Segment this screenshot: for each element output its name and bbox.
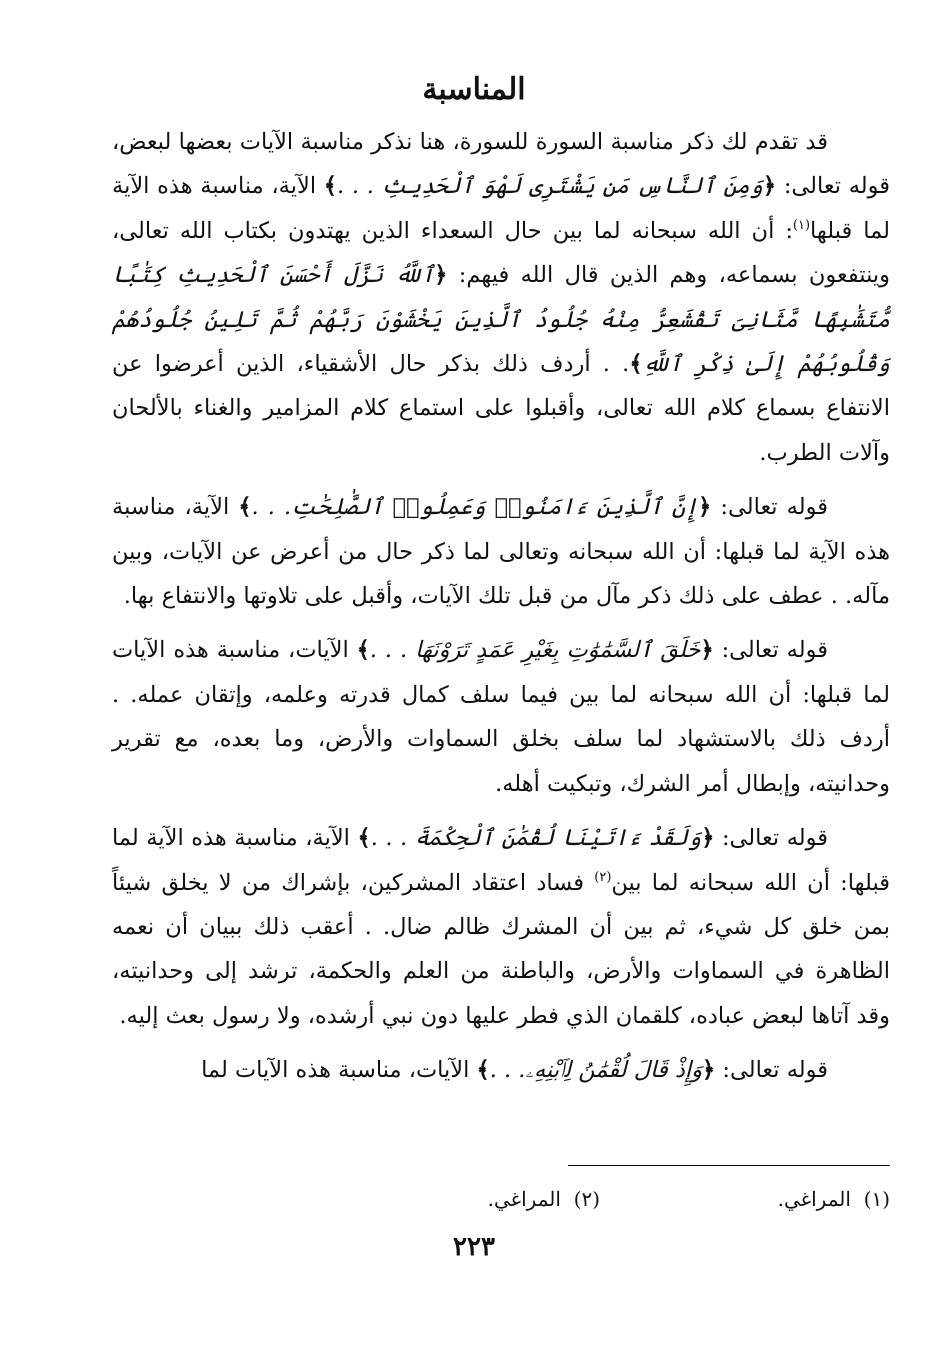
quran-close-bracket: ﴾ [629,351,643,378]
quran-open-bracket: ﴿ [434,262,448,289]
text-segment: قوله تعالى: [715,1057,828,1084]
footnote-number: (٢) [573,1187,600,1211]
quran-verse: ٱللَّهُ نَزَّلَ أَحْسَنَ ٱلْحَدِيثِ كِتَٰبًا مُّتَشَٰبِهًا مَّثَانِىَ تَقْشَعِرُّ مِنْهُ جُلُودُ ٱلَّذِينَ يَخْشَوْنَ رَبَّهُمْ ثُمَّ تَلِينُ جُلُودُهُمْ وَقُلُوبُهُمْ إِلَىٰ ذِكْرِ ٱللَّهِ [112,262,890,378]
section-heading: المناسبة [422,72,526,107]
quran-verse: وَإِذْ قَالَ لُقْمَٰنُ لِٱبْنِهِۦ. . . [489,1057,703,1084]
text-segment: الآية، مناسبة هذه الآية لما قبلها: أن الله سبحانه وتعالى لما ذكر حال من أعرض عن الآيات، وبين مآله. . عطف على ذلك ذكر مآل من قبل تلك الآيات، وأقبل على تلاوتها والانتفاع بها. [112,494,890,610]
quran-close-bracket: ﴾ [357,825,371,852]
text-segment: قوله تعالى: [711,494,828,521]
text-segment: : أن الله سبحانه لما بين حال السعداء الذين يهتدون بكتاب الله تعالى، وينتفعون بسماعه، وهم الذين قال الله فيهم: [112,217,890,289]
quran-verse: إِنَّ ٱلَّذِينَ ءَامَنُوا۟ وَعَمِلُوا۟ ٱلصَّٰلِحَٰتِ. . . [251,494,699,521]
text-segment: قوله تعالى: [714,825,828,852]
footnote-number: (١) [863,1187,890,1211]
footnote-ref-1[interactable]: (١) [792,217,811,233]
quran-close-bracket: ﴾ [356,637,370,664]
paragraph-3 [112,628,890,806]
text-segment: الآيات، مناسبة هذه الآيات لما قبلها: أن الله سبحانه لما بين فيما سلف كمال قدرته وعلمه، وإتقان عمله. . أردف ذلك بالاستشهاد لما سلف بخلق السماوات والأرض، وما بعده، مع تقرير وحدانيته، وإبطال أمر الشرك، وتبكيت أهله. [112,637,890,797]
text-segment: قد تقدم لك ذكر مناسبة السورة للسورة، هنا نذكر مناسبة الآيات بعضها لبعض، قوله تعالى: [112,129,890,200]
footnote-2 [310,1184,600,1214]
quran-verse: وَلَقَدْ ءَاتَيْنَا لُقْمَٰنَ ٱلْحِكْمَةَ . . . [370,825,702,852]
paragraph-4 [112,816,890,1038]
paragraph-1 [112,120,890,475]
quran-close-bracket: ﴾ [323,173,337,200]
page-number: ٢٢٣ [453,1232,495,1262]
quran-verse: خَلَقَ ٱلسَّمَٰوَٰتِ بِغَيْرِ عَمَدٍ تَرَوْنَهَا . . . [369,637,701,664]
text-segment: الآية، مناسبة هذه الآية لما قبلها: أن الله سبحانه لما بين [112,825,890,896]
footnote-1 [600,1184,890,1214]
quran-open-bracket: ﴿ [702,1057,716,1084]
quran-verse: وَمِنَ ٱلنَّاسِ مَن يَشْتَرِى لَهْوَ ٱلْحَدِيثِ . . . [336,173,763,200]
quran-open-bracket: ﴿ [762,173,777,200]
footnote-text: المراغي. [777,1187,851,1211]
quran-close-bracket: ﴾ [476,1057,490,1084]
quran-close-bracket: ﴾ [238,494,252,521]
text-segment: قوله تعالى: [713,637,828,664]
footnotes [300,1184,890,1214]
footnote-divider [568,1165,890,1166]
paragraph-5 [112,1048,890,1092]
paragraph-2 [112,485,890,618]
text-segment: الآية، مناسبة هذه الآية لما قبلها [112,173,890,244]
quran-open-bracket: ﴿ [701,825,715,852]
footnote-text: المراغي. [487,1187,561,1211]
text-segment: . . أردف ذلك بذكر حال الأشقياء، الذين أعرضوا عن الانتفاع بسماع كلام الله تعالى، وأقبلوا على استماع كلام المزامير والغناء بالألحان وآلات الطرب. [112,351,890,466]
footnote-ref-2[interactable]: (٢) [594,869,612,885]
text-segment: الآيات، مناسبة هذه الآيات لما [201,1057,477,1084]
quran-open-bracket: ﴿ [698,494,712,521]
text-segment: فساد اعتقاد المشركين، بإشراك من لا يخلق شيئاً بمن خلق كل شيء، ثم بين أن المشرك ظالم ضال. . أعقب ذلك ببيان أن نعمه الظاهرة في السماوات والأرض، والباطنة من العلم والحكمة، ترشد إلى وحدانيته، وقد آتاها لبعض عباده، كلقمان الذي فطر عليها دون نبي أرشده، ولا رسول بعث إليه. [112,869,890,1029]
quran-open-bracket: ﴿ [700,637,714,664]
body-text [112,120,890,1093]
